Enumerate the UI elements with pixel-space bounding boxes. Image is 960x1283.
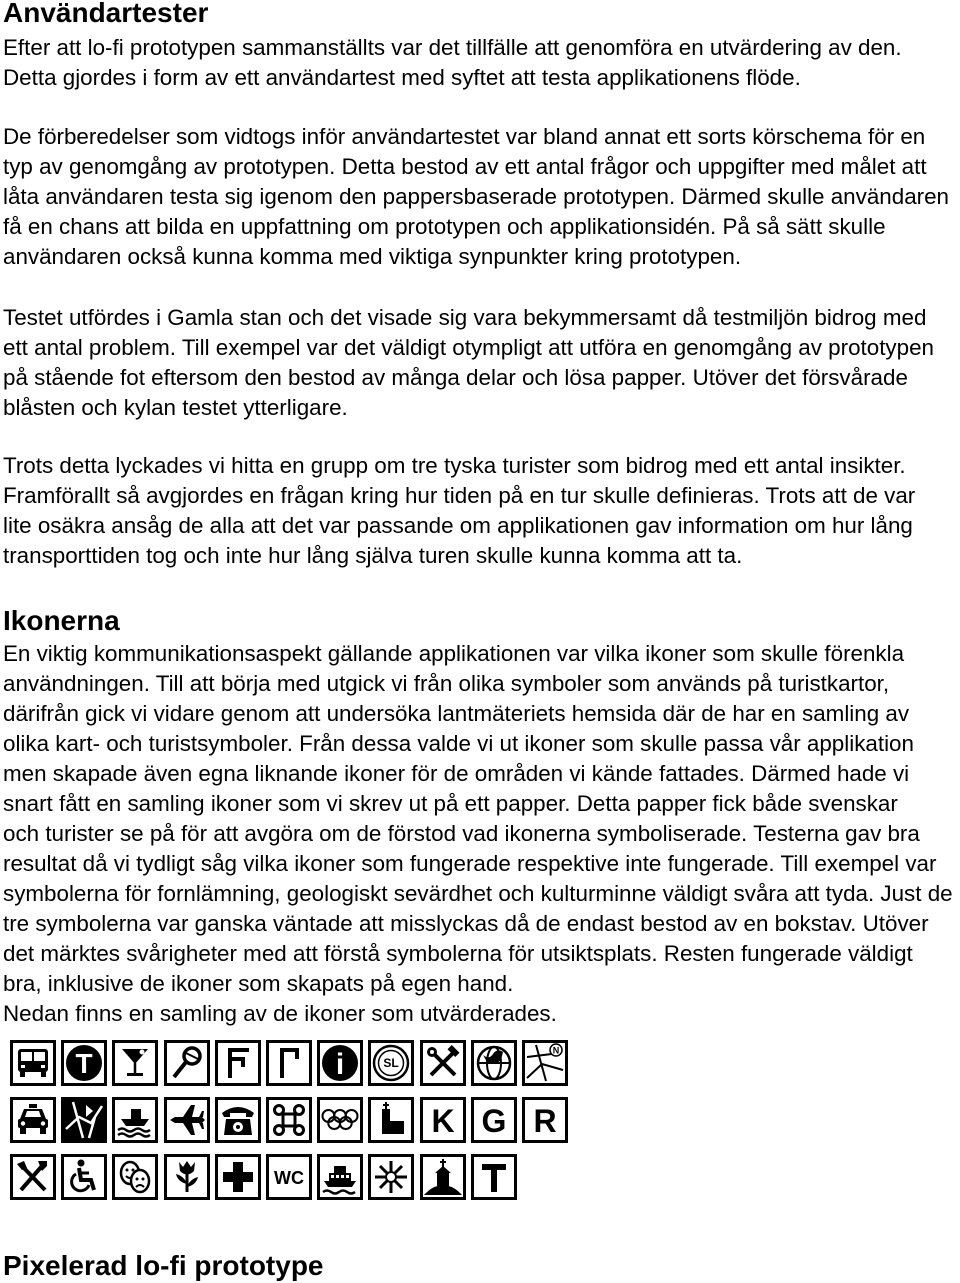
wheelchair-icon: [61, 1154, 107, 1200]
text-line: Trots detta lyckades vi hitta en grupp om tre tyska turister som bidrog med ett antal insikter.: [3, 453, 906, 478]
paragraph: [3, 639, 953, 1029]
g-symbol-icon: [471, 1097, 517, 1143]
section-heading-anvandartester: Användartester: [3, 0, 209, 28]
map-icon: [61, 1097, 107, 1143]
harbor-icon: [112, 1097, 158, 1143]
section-heading-ikonerna: Ikonerna: [3, 605, 120, 636]
text-line: få en chans att bilda en uppfattning om prototypen och applikationsidén. På så sätt skulle: [3, 214, 886, 239]
paragraph: [3, 303, 934, 423]
airplane-icon: [164, 1097, 210, 1143]
text-line: typ av genomgång av prototypen. Detta bestod av ett antal frågor och uppgifter med målet att: [3, 154, 927, 179]
icon-row: [10, 1097, 568, 1143]
text-line: symbolerna för fornlämning, geologiskt sevärdhet och kulturminne väldigt svåra att tyda. Just de: [3, 881, 953, 906]
text-line: det märktes svårigheter med att förstå symbolerna för utsiktsplats. Resten fungerade väldigt: [3, 941, 913, 966]
telephone-icon: [215, 1097, 261, 1143]
text-line: Framförallt så avgjordes en frågan kring hur tiden på en tur skulle definieras. Trots att de var: [3, 483, 916, 508]
theater-masks-icon: [112, 1154, 158, 1200]
text-line: ett antal problem. Till exempel var det väldigt otympligt att utföra en genomgång av prototypen: [3, 335, 934, 360]
info-label: i: [335, 1048, 345, 1081]
cocktail-bar-icon: [112, 1040, 158, 1086]
restaurant-icon: [10, 1154, 56, 1200]
f-symbol-icon: [215, 1040, 261, 1086]
text-line: De förberedelser som vidtogs inför användartestet var bland annat ett sorts körschema för en: [3, 124, 926, 149]
sl-label: SL: [383, 1056, 399, 1070]
text-line: resultat då vi tydligt såg vilka ikoner som fungerade respektive inte fungerade. Till exempel var: [3, 851, 937, 876]
bus-icon: [10, 1040, 56, 1086]
tools-icon: [420, 1040, 466, 1086]
paragraph: [3, 33, 902, 93]
text-line: användaren också kunna komma med viktiga synpunkter kring prototypen.: [3, 244, 742, 269]
icon-row: [10, 1154, 568, 1200]
wc-label: WC: [273, 1168, 304, 1188]
r-label: R: [533, 1103, 557, 1139]
text-line: snart fått en samling ikoner som vi skrev ut på ett papper. Detta papper fick både svenskar: [3, 791, 898, 816]
church-icon: [368, 1097, 414, 1143]
text-line: och turister se på för att avgöra om de förstod vad ikonerna symboliserade. Testerna gav bra: [3, 821, 920, 846]
info-icon: [317, 1040, 363, 1086]
k-symbol-icon: [420, 1097, 466, 1143]
g-label: G: [481, 1103, 507, 1139]
map-north-icon: [522, 1040, 568, 1086]
viewpoint-icon: [164, 1040, 210, 1086]
text-line: på stående fot eftersom den bestod av många delar och lösa papper. Utöver det försvårade: [3, 365, 908, 390]
text-line: låta användaren testa sig igenom den pappersbaserade prototypen. Därmed skulle användaren: [3, 184, 950, 209]
k-label: K: [430, 1103, 455, 1139]
text-line: tre symbolerna var ganska väntade att misslyckas då de endast bestod av en bokstav. Utöver: [3, 911, 929, 936]
olympic-rings-icon: [317, 1097, 363, 1143]
flower-icon: [164, 1154, 210, 1200]
text-line: men skapade även egna liknande ikoner för de områden vi kände fattades. Därmed hade vi: [3, 761, 910, 786]
ferry-icon: [317, 1154, 363, 1200]
hill-church-icon: [420, 1154, 466, 1200]
wc-icon: [266, 1154, 312, 1200]
star-burst-icon: [368, 1154, 414, 1200]
text-line: därifrån gick vi vidare genom att undersöka lantmäteriets hemsida där de har en samling av: [3, 701, 910, 726]
text-line: Detta gjordes i form av ett användartest med syftet att testa applikationens flöde.: [3, 65, 801, 90]
car-icon: [10, 1097, 56, 1143]
globe-icon: [471, 1040, 517, 1086]
metro-t-label: T: [75, 1048, 93, 1079]
north-label: N: [552, 1045, 560, 1056]
r-symbol-icon: [522, 1097, 568, 1143]
text-line: transporttiden tog och inte hur lång själva turen skulle kunna komma att ta.: [3, 543, 743, 568]
text-line: olika kart- och turistsymboler. Från dessa valde vi ut ikoner som skulle passa vår applikation: [3, 731, 914, 756]
text-line: En viktig kommunikationsaspekt gällande applikationen var vilka ikoner som skulle förenkla: [3, 641, 905, 666]
metro-t-icon: [61, 1040, 107, 1086]
text-line: lite osäkra ansåg de alla att det var passande om applikationen gav information om hur lång: [3, 513, 913, 538]
text-line: Nedan finns en samling av de ikoner som utvärderades.: [3, 1001, 557, 1026]
icon-row: [10, 1040, 568, 1086]
section-heading-pixelerad: Pixelerad lo-fi prototype: [3, 1250, 324, 1281]
text-line: blåsten och kylan testet ytterligare.: [3, 395, 348, 420]
paragraph: [3, 451, 915, 571]
sl-logo-icon: [368, 1040, 414, 1086]
text-line: bra, inklusive de ikoner som skapats på egen hand.: [3, 971, 514, 996]
place-of-interest-icon: [266, 1097, 312, 1143]
text-line: Testet utfördes i Gamla stan och det visade sig vara bekymmersamt då testmiljön bidrog med: [3, 305, 927, 330]
text-line: Efter att lo-fi prototypen sammanställts var det tillfälle att genomföra en utvärdering av den.: [3, 35, 902, 60]
paragraph: [3, 122, 949, 272]
flag-icon: [266, 1040, 312, 1086]
t-monument-icon: [471, 1154, 517, 1200]
icon-grid: [10, 1040, 568, 1200]
hospital-cross-icon: [215, 1154, 261, 1200]
text-line: användningen. Till att börja med utgick vi från olika symboler som används på turistkartor,: [3, 671, 890, 696]
